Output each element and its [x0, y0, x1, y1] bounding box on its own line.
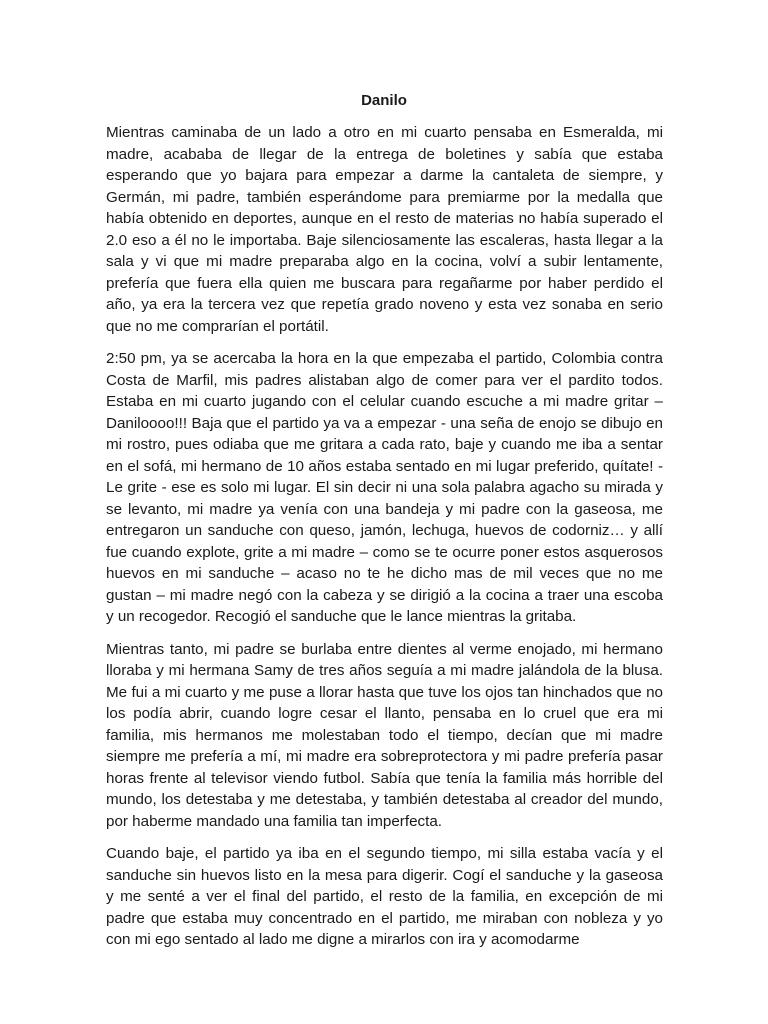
paragraph-3: Mientras tanto, mi padre se burlaba entre dientes al verme enojado, mi hermano lloraba y mi hermana Samy de tres años seguía a mi madre jalándola de la blusa. Me fui a mi cuarto y me puse a llorar hasta que tuve los ojos tan hinchados que no los podía abrir, cuando logre cesar el llanto, pensaba en lo cruel que era mi familia, mis hermanos me molestaban todo el tiempo, decían que mi madre siempre me prefería a mí, mi madre era sobreprotectora y mi padre prefería pasar horas frente al televisor viendo futbol. Sabía que tenía la familia más horrible del mundo, los detestaba y me detestaba, y también detestaba al creador del mundo, por haberme mandado una familia tan imperfecta. — [106, 640, 663, 830]
document-body — [106, 122, 663, 962]
paragraph-2: 2:50 pm, ya se acercaba la hora en la que empezaba el partido, Colombia contra Costa de Marfil, mis padres alistaban algo de comer para ver el pardito todos. Estaba en mi cuarto jugando con el celular cuando escuche a mi madre gritar – Daniloooo!!! Baja que el partido ya va a empezar - una seña de enojo se dibujo en mi rostro, pues odiaba que me gritara a cada rato, baje y cuando me iba a sentar en el sofá, mi hermano de 10 años estaba sentado en mi lugar preferido, quítate! - Le grite - ese es solo mi lugar. El sin decir ni una sola palabra agacho su mirada y se levanto, mi madre ya venía con una bandeja y mi padre con la gaseosa, me entregaron un sanduche con queso, jamón, lechuga, huevos de codorniz… y allí fue cuando explote, grite a mi madre – como se te ocurre poner estos asquerosos huevos en mi sanduche – acaso no te he dicho mas de mil veces que no me gustan – mi madre negó con la cabeza y se dirigió a la cocina a traer una escoba y un recogedor. Recogió el sanduche que le lance mientras la gritaba. — [106, 350, 663, 625]
document-title: Danilo — [361, 92, 407, 109]
paragraph-4: Cuando baje, el partido ya iba en el segundo tiempo, mi silla estaba vacía y el sanduche sin huevos listo en la mesa para digerir. Cogí el sanduche y la gaseosa y me senté a ver el final del partido, el resto de la familia, en excepción de mi padre que estaba muy concentrado en el partido, me miraban con nobleza y yo con mi ego sentado al lado me digne a mirarlos con ira y acomodarme — [106, 845, 663, 948]
paragraph-1: Mientras caminaba de un lado a otro en mi cuarto pensaba en Esmeralda, mi madre, acababa de llegar de la entrega de boletines y sabía que estaba esperando que yo bajara para empezar a darme la cantaleta de siempre, y Germán, mi padre, también esperándome para premiarme por la medalla que había obtenido en deportes, aunque en el resto de materias no había superado el 2.0 eso a él no le importaba. Baje silenciosamente las escaleras, hasta llegar a la sala y vi que mi madre preparaba algo en la cocina, volví a subir lentamente, prefería que fuera ella quien me buscara para regañarme por haber perdido el año, ya era la tercera vez que repetía grado noveno y esta vez sonaba en serio que no me comprarían el portátil. — [106, 124, 663, 335]
